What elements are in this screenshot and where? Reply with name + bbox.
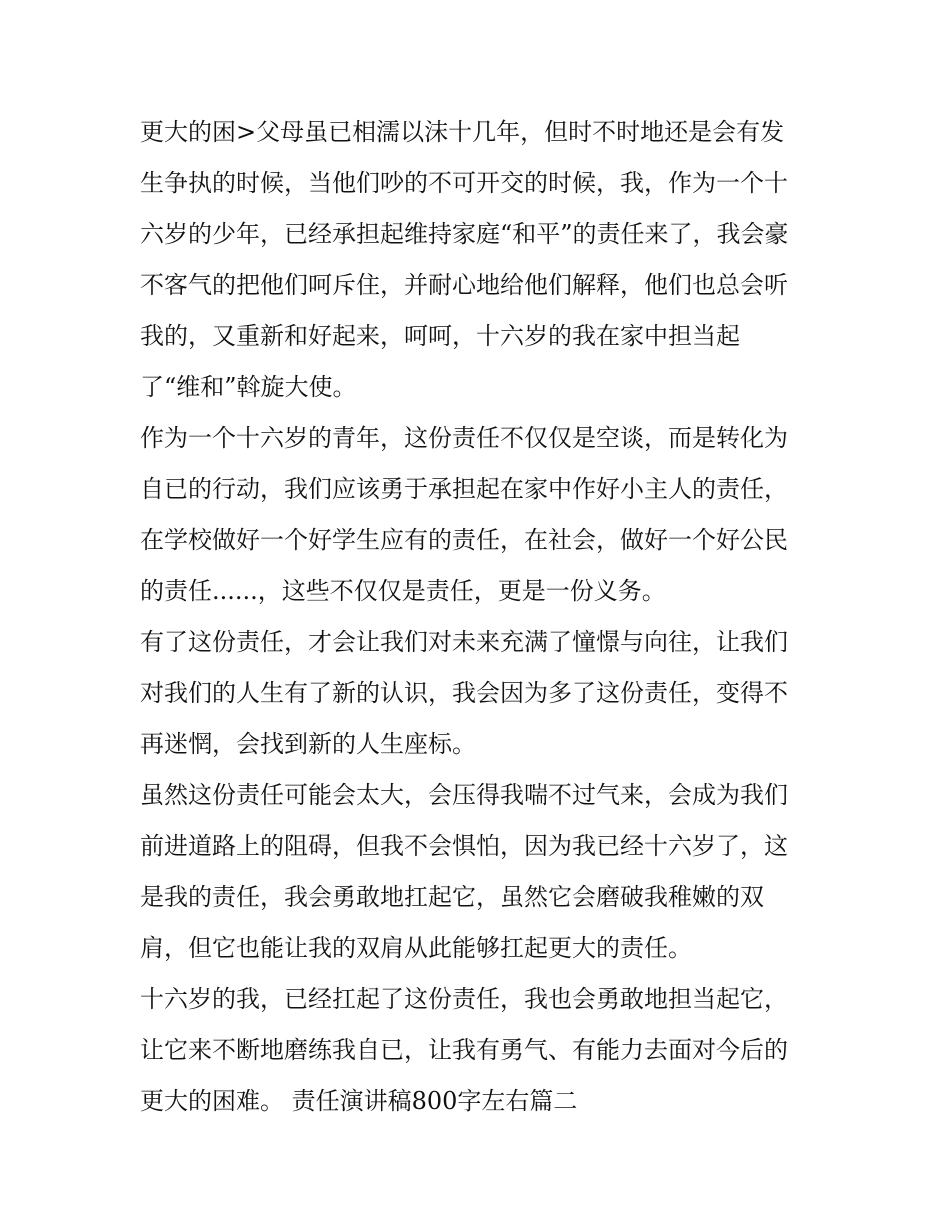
paragraph-1 <box>140 107 820 413</box>
text-line: 对我们的人生有了新的认识，我会因为多了这份责任，变得不 <box>140 679 788 707</box>
text-line: 肩，但它也能让我的双肩从此能够扛起更大的责任。 <box>140 934 692 962</box>
text-line: 在学校做好一个好学生应有的责任，在社会，做好一个好公民 <box>140 526 788 554</box>
text-line: 六岁的少年，已经承担起维持家庭“和平”的责任来了，我会豪 <box>140 220 789 248</box>
text-line: 更大的困难。 责任演讲稿800字左右篇二 <box>140 1087 578 1115</box>
text-line: 生争执的时候，当他们吵的不可开交的时候，我，作为一个十 <box>140 169 788 197</box>
text-line: 的责任......，这些不仅仅是责任，更是一份义务。 <box>140 577 666 605</box>
text-line: 有了这份责任，才会让我们对未来充满了憧憬与向往，让我们 <box>140 628 788 656</box>
text-line: 虽然这份责任可能会太大，会压得我喘不过气来，会成为我们 <box>140 781 788 809</box>
text-line: 作为一个十六岁的青年，这份责任不仅仅是空谈，而是转化为 <box>140 424 788 452</box>
document-body <box>140 107 820 1127</box>
paragraph-4 <box>140 770 820 974</box>
text-line: 我的，又重新和好起来，呵呵，十六岁的我在家中担当起 <box>140 322 740 350</box>
text-line: 让它来不断地磨练我自已，让我有勇气、有能力去面对今后的 <box>140 1036 788 1064</box>
text-line: 再迷惘，会找到新的人生座标。 <box>140 730 476 758</box>
paragraph-3 <box>140 617 820 770</box>
text-line: 是我的责任，我会勇敢地扛起它，虽然它会磨破我稚嫩的双 <box>140 883 764 911</box>
text-line: 十六岁的我，已经扛起了这份责任，我也会勇敢地担当起它， <box>140 985 788 1013</box>
paragraph-2 <box>140 413 820 617</box>
text-line: 不客气的把他们呵斥住，并耐心地给他们解释，他们也总会听 <box>140 271 788 299</box>
text-line: 自已的行动，我们应该勇于承担起在家中作好小主人的责任， <box>140 475 788 503</box>
text-line: 更大的困>父母虽已相濡以沫十几年，但时不时地还是会有发 <box>140 118 785 146</box>
text-line: 前进道路上的阻碍，但我不会惧怕，因为我已经十六岁了，这 <box>140 832 788 860</box>
text-line: 了“维和”斡旋大使。 <box>140 373 357 401</box>
paragraph-5 <box>140 974 820 1127</box>
